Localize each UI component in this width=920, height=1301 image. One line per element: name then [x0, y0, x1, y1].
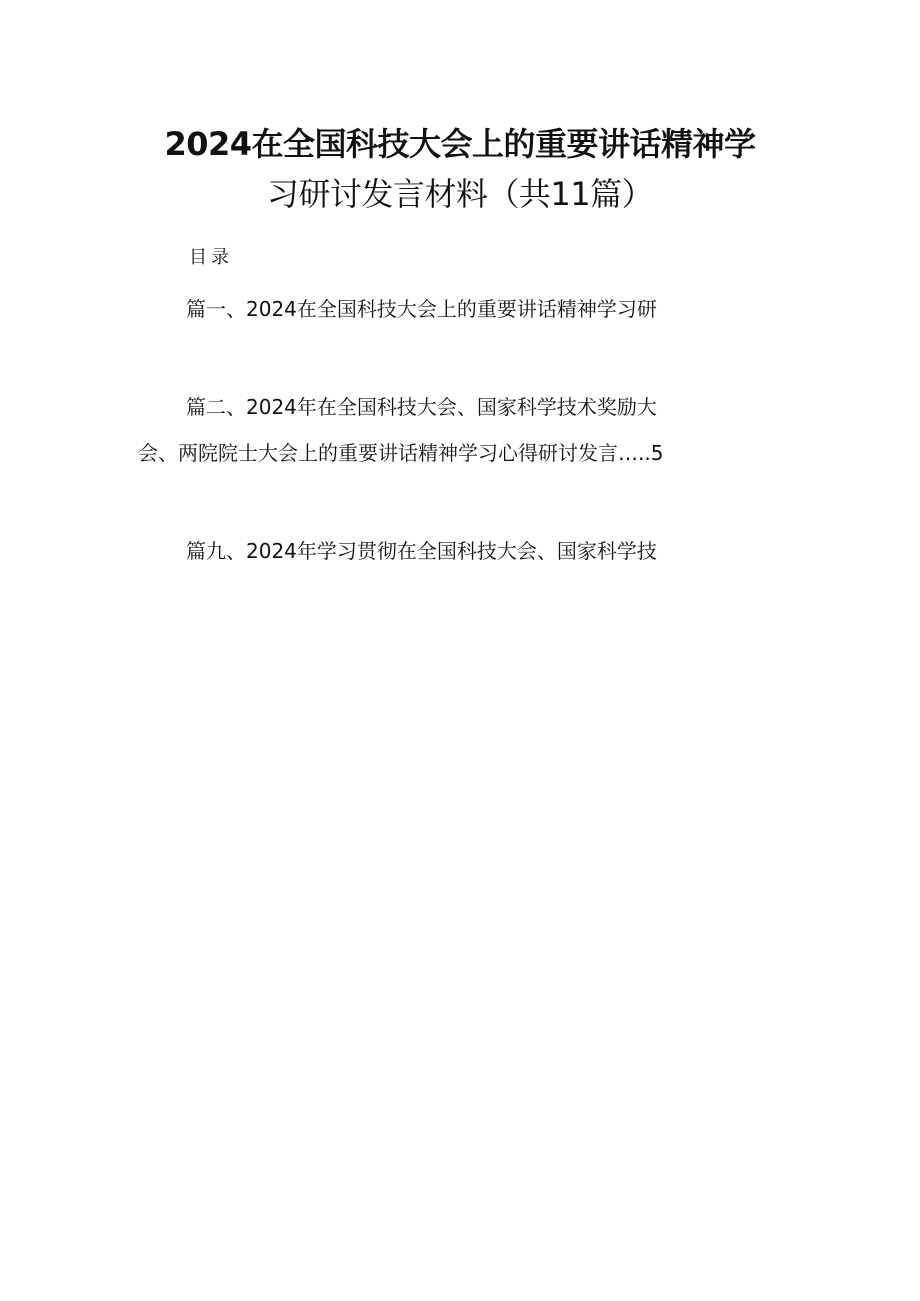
toc-heading: 目录: [189, 247, 233, 268]
toc-entry-2-line-1[interactable]: 篇二、2024年在全国科技大会、国家科学技术奖励大: [186, 395, 657, 419]
toc-entry-2-line-2[interactable]: 会、两院院士大会上的重要讲话精神学习心得研讨发言…..5: [138, 441, 664, 465]
document-title-line-2: 习研讨发言材料（共11篇）: [266, 175, 654, 213]
document-title-line-1: 2024在全国科技大会上的重要讲话精神学: [164, 125, 756, 163]
toc-entry-3[interactable]: 篇九、2024年学习贯彻在全国科技大会、国家科学技: [186, 539, 657, 563]
toc-entry-1[interactable]: 篇一、2024在全国科技大会上的重要讲话精神学习研: [186, 297, 657, 321]
